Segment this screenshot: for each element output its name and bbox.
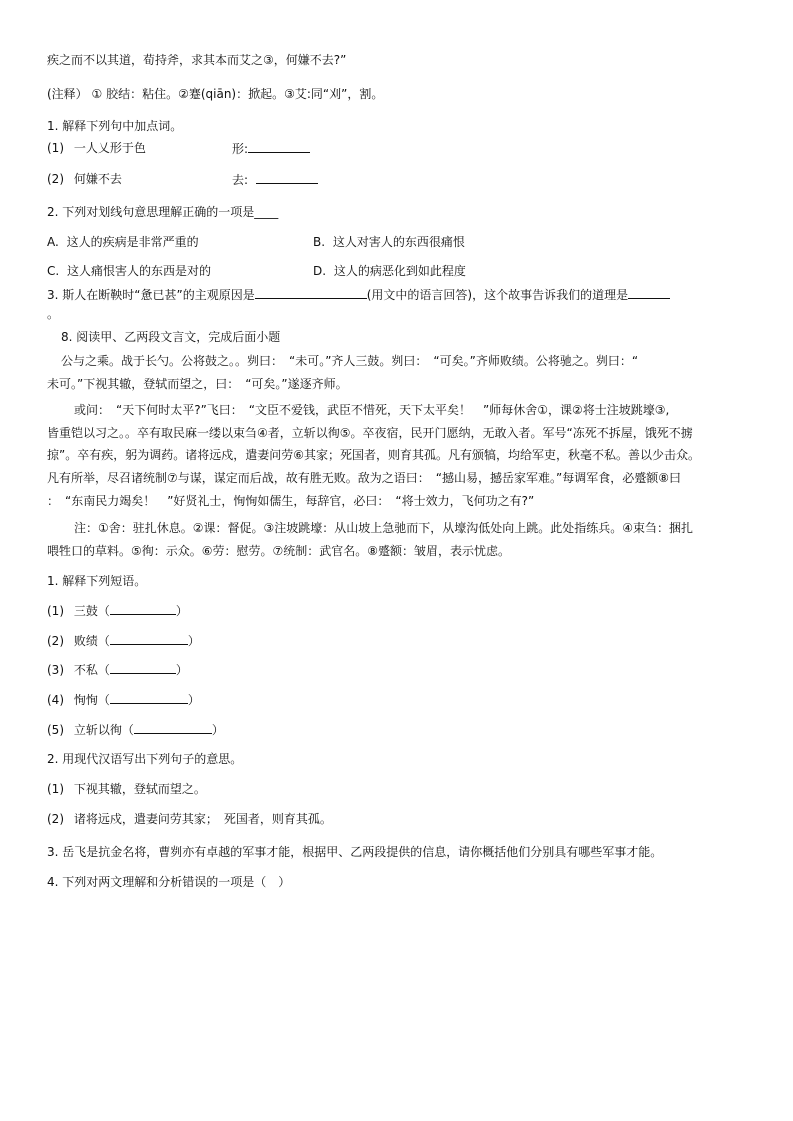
q2-option-b[interactable] [313, 234, 465, 250]
q2-option-d[interactable] [313, 263, 466, 279]
passage-yi-line: ： “东南民力竭矣！ ”好贤礼士，恂恂如儒生，每辞官，必曰： “将士效力，飞何功之有?” [47, 494, 535, 508]
answer-blank[interactable] [248, 140, 310, 153]
sq2-title: 2. 用现代汉语写出下列句子的意思。 [47, 752, 243, 766]
answer-blank[interactable] [255, 286, 367, 299]
item-text: 下视其辙，登轼而望之。 [73, 782, 206, 796]
item-close: ） [175, 604, 188, 618]
q1-answer-2 [232, 171, 318, 188]
q2-option-c[interactable] [47, 263, 211, 279]
q1-item-num: (1) [47, 141, 64, 155]
option-key: C. [47, 264, 60, 278]
item-text: 败绩（ [73, 634, 110, 648]
sq2-item [47, 811, 332, 827]
sq1-title: 1. 解释下列短语。 [47, 574, 147, 588]
q1-item-sentence: 何嫌不去 [73, 172, 122, 186]
answer-blank[interactable] [256, 171, 318, 184]
q1-item-1 [47, 140, 146, 156]
q3-text: 3. 斯人在断鞅时“惫已甚”的主观原因是 [47, 288, 255, 302]
section-heading: 8. 阅读甲、乙两段文言文，完成后面小题 [61, 330, 281, 344]
q1-answer-1 [232, 140, 310, 157]
item-num: (1) [47, 782, 64, 796]
passage-line: 疾之而不以其道，荀持斧，求其本而艾之③，何嫌不去?” [47, 53, 347, 67]
option-key: B. [313, 235, 326, 249]
q2-title: 2. 下列对划线句意思理解正确的一项是____ [47, 205, 279, 219]
item-close: ） [175, 663, 188, 677]
passage-yi-line: 皆重铠以习之。。卒有取民麻一缕以束刍④者，立斩以徇⑤。卒夜宿，民开门愿纳，无敢入者。军号“冻死不拆屋，饿死不掳 [47, 426, 693, 440]
passage-note-line: 注：①舍：驻扎休息。②课：督促。③注坡跳壕：从山坡上急驰而下，从壕沟低处向上跳。此处指练兵。④束刍：捆扎 [74, 521, 694, 535]
answer-blank[interactable] [110, 661, 176, 674]
option-key: D. [313, 264, 327, 278]
passage-yi-line: 掠”。卒有疾，躬为调药。诸将远戍，遣妻问劳⑥其家；死国者，则育其孤。凡有颁犒，均给军吏，秋毫不私。善以少击众。 [47, 448, 700, 462]
sq3-text: 3. 岳飞是抗金名将，曹刿亦有卓越的军事才能，根据甲、乙两段提供的信息，请你概括他们分别具有哪些军事才能。 [47, 845, 663, 859]
passage-yi-line: 凡有所举，尽召诸统制⑦与谋，谋定而后战，故有胜无败。敌为之语曰： “撼山易，撼岳家军难。”每调军食，必蹙额⑧曰 [47, 471, 681, 485]
sq2-item [47, 781, 206, 797]
item-text: 恂恂（ [73, 693, 110, 707]
sq1-item [47, 632, 200, 649]
item-close: ） [211, 723, 224, 737]
item-num: (4) [47, 693, 64, 707]
passage-yi-line: 或问： “天下何时太平?”飞曰： “文臣不爱钱，武臣不惜死，天下太平矣！ ”师每休舍①，课②将士注坡跳壕③, [74, 403, 670, 417]
q3-text: (用文中的语言回答)，这个故事告诉我们的道理是 [366, 288, 629, 302]
q1-item-sentence: 一人乂形于色 [73, 141, 146, 155]
q1-item-num: (2) [47, 172, 64, 186]
passage-jia-line: 公与之乘。战于长勺。公将鼓之。。刿曰： “未可。”齐人三鼓。刿曰： “可矣。”齐师败绩。公将驰之。刿曰：“ [61, 354, 639, 368]
item-num: (2) [47, 812, 64, 826]
q2-option-a[interactable] [47, 234, 199, 250]
item-num: (3) [47, 663, 64, 677]
q3-line [47, 286, 670, 303]
option-text: 这人对害人的东西很痛恨 [332, 235, 465, 249]
item-text: 三鼓（ [73, 604, 110, 618]
item-num: (2) [47, 634, 64, 648]
item-num: (5) [47, 723, 64, 737]
item-close: ） [187, 634, 200, 648]
sq1-item [47, 691, 200, 708]
sq4-text: 4. 下列对两文理解和分析错误的一项是（ ） [47, 875, 291, 889]
item-close: ） [187, 693, 200, 707]
item-text: 立斩以徇（ [73, 723, 134, 737]
answer-blank[interactable] [628, 286, 670, 299]
answer-blank[interactable] [110, 691, 188, 704]
answer-blank[interactable] [110, 602, 176, 615]
option-text: 这人的病恶化到如此程度 [333, 264, 466, 278]
q1-item-2 [47, 171, 122, 187]
item-text: 诸将远戍，遣妻问劳其家； 死国者，则育其孤。 [73, 812, 332, 826]
passage-note-line: 喂牲口的草料。⑤徇：示众。⑥劳：慰劳。⑦统制：武官名。⑧蹙额：皱眉，表示忧虑。 [47, 544, 511, 558]
sq1-item [47, 602, 188, 619]
q3-end: 。 [47, 307, 60, 321]
item-text: 不私（ [73, 663, 110, 677]
passage-notes: (注释） ① 胶结：粘住。②蹇(qiān)：掀起。③艾:同“刈”，割。 [47, 87, 384, 101]
q1-label: 去: [232, 173, 249, 187]
q1-title: 1. 解释下列句中加点词。 [47, 119, 183, 133]
option-key: A. [47, 235, 59, 249]
answer-blank[interactable] [134, 721, 212, 734]
option-text: 这人的疾病是非常严重的 [66, 235, 199, 249]
item-num: (1) [47, 604, 64, 618]
answer-blank[interactable] [110, 632, 188, 645]
option-text: 这人痛恨害人的东西是对的 [67, 264, 212, 278]
sq1-item [47, 661, 188, 678]
passage-jia-line: 未可。”下视其辙，登轼而望之，曰： “可矣。”遂逐齐师。 [47, 377, 348, 391]
q1-label: 形: [232, 142, 249, 156]
sq1-item [47, 721, 224, 738]
